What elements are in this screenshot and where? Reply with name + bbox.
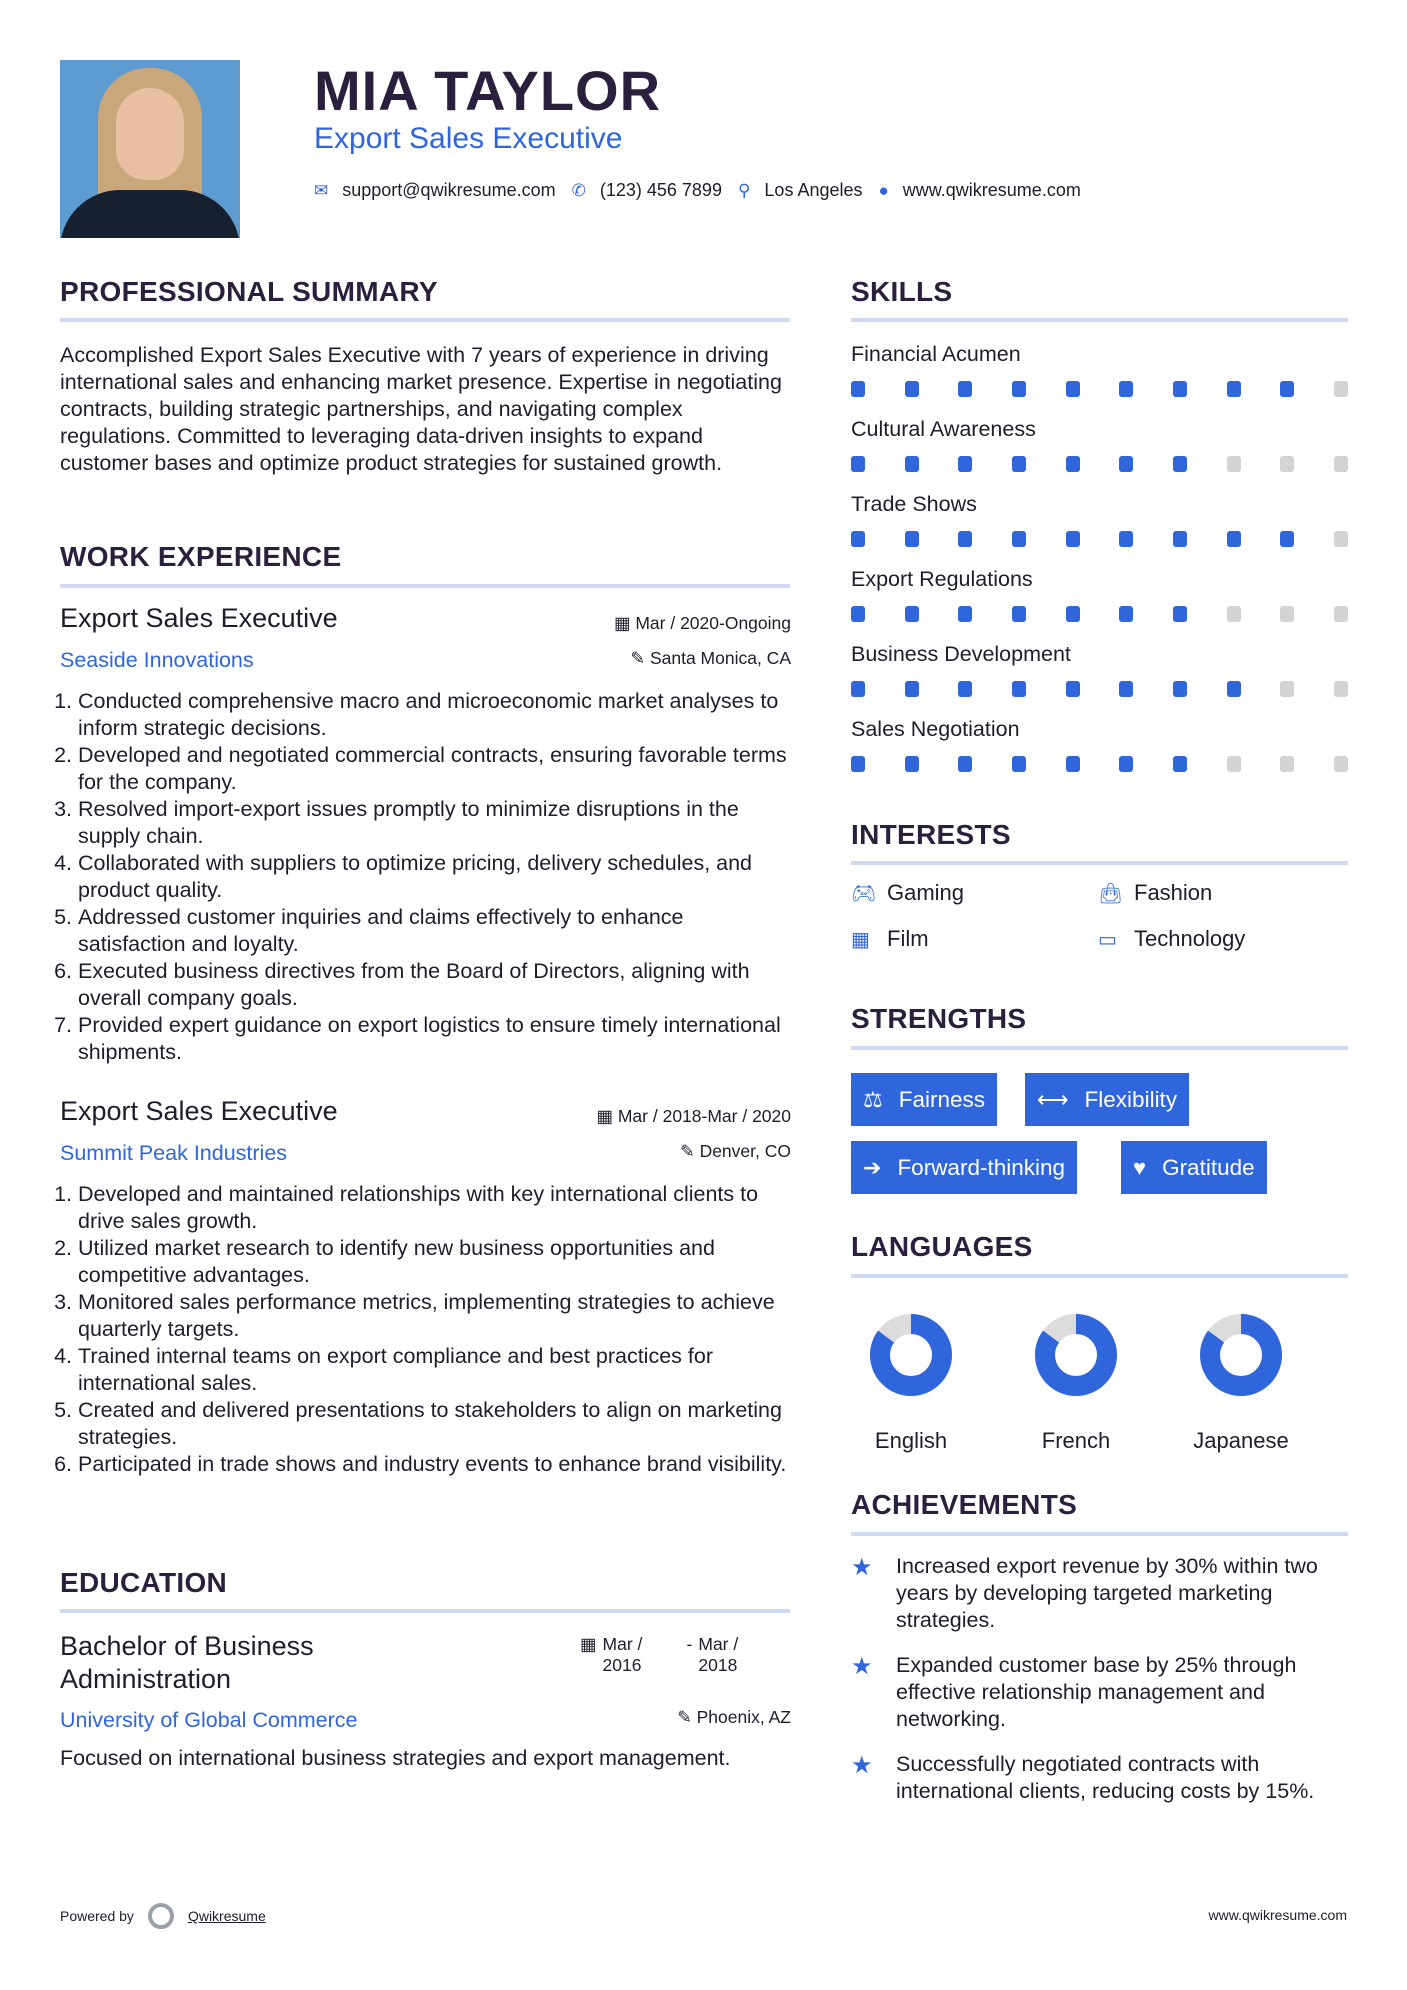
contact-text: (123) 456 7899 (599, 180, 722, 200)
rating-dot-filled (1119, 606, 1133, 622)
interest-item (1098, 926, 1245, 952)
language-name: French (1041, 1428, 1111, 1453)
skill-name: Export Regulations (851, 567, 1033, 591)
skill-name: Financial Acumen (851, 342, 1021, 366)
candidate-name: MIA TAYLOR (314, 59, 662, 122)
bullet-item: 4. Collaborated with suppliers to optimize pricing, delivery schedules, and product quality. (78, 850, 795, 904)
bullet-item: 2. Developed and negotiated commercial contracts, ensuring favorable terms for the company. (78, 742, 795, 796)
skills-heading: SKILLS (851, 276, 953, 307)
rating-dot-filled (851, 606, 865, 622)
skills-list (851, 342, 1348, 762)
rating-dot-filled (851, 681, 865, 697)
language-item (851, 1310, 971, 1454)
divider (851, 1046, 1348, 1050)
rating-dot-empty (1280, 681, 1294, 697)
star-icon: ★ (851, 1752, 873, 1779)
skill-name: Trade Shows (851, 492, 977, 516)
rating-dot-filled (1066, 456, 1080, 472)
pushpin-icon: ✎ (680, 1141, 700, 1161)
skill-rating (851, 531, 1348, 547)
language-donut (1196, 1310, 1286, 1400)
rating-dot-filled (958, 381, 972, 397)
school-name: University of Global Commerce (60, 1708, 358, 1732)
achievement-item (851, 1553, 1348, 1634)
experience-heading: WORK EXPERIENCE (60, 541, 342, 572)
gamepad-icon: 🎮︎ (851, 882, 877, 905)
education-description: Focused on international business strategies and export management. (60, 1746, 731, 1770)
rating-dot-empty (1334, 456, 1348, 472)
rating-dot-filled (1066, 606, 1080, 622)
strength-label: Flexibility (1084, 1086, 1178, 1112)
contact-item[interactable] (572, 180, 722, 201)
education-heading: EDUCATION (60, 1567, 228, 1598)
rating-dot-filled (1280, 531, 1294, 547)
rating-dot-filled (1012, 756, 1026, 772)
skill-item (851, 642, 1348, 697)
star-icon: ★ (851, 1653, 873, 1680)
skill-rating (851, 606, 1348, 622)
summary-text: Accomplished Export Sales Executive with 7 years of experience in driving international sales and enhancing market presence. Expertise in negotiating contracts, building strategic partnerships, and navigating complex regulations. Committed to leveraging data-driven insights to expand customer bases and optimize product strategies for sustained growth. (60, 343, 782, 475)
bullet-item: 3. Resolved import-export issues promptly to minimize disruptions in the supply chain. (78, 796, 795, 850)
rating-dot-empty (1227, 756, 1241, 772)
skill-item (851, 342, 1348, 397)
strength-label: Forward-thinking (897, 1154, 1066, 1180)
rating-dot-empty (1227, 606, 1241, 622)
achievement-item (851, 1652, 1348, 1733)
pushpin-icon: ✎ (677, 1707, 697, 1727)
rating-dot-filled (1173, 381, 1187, 397)
languages-heading: LANGUAGES (851, 1231, 1033, 1262)
job-location (500, 1141, 791, 1162)
rating-dot-filled (1227, 681, 1241, 697)
bullet-item: 4. Trained internal teams on export compliance and best practices for international sales. (78, 1343, 795, 1397)
rating-dot-filled (958, 606, 972, 622)
education-location (560, 1707, 791, 1728)
rating-dot-filled (1173, 681, 1187, 697)
star-icon: ★ (851, 1554, 873, 1581)
achievements-list (851, 1553, 1348, 1853)
rating-dot-filled (1066, 381, 1080, 397)
shopping-bag-icon: 👜︎ (1098, 882, 1124, 905)
skill-rating (851, 456, 1348, 472)
contact-list (314, 180, 1081, 201)
rating-dot-filled (958, 456, 972, 472)
bullet-item: 2. Utilized market research to identify new business opportunities and competitive advantages. (78, 1235, 795, 1289)
qwikresume-logo-icon (148, 1903, 174, 1929)
rating-dot-filled (1066, 681, 1080, 697)
contact-item[interactable] (738, 180, 863, 201)
calendar-icon: ▦ (596, 1106, 618, 1126)
job-bullets (60, 688, 795, 1066)
bullet-item: 1. Developed and maintained relationships with key international clients to drive sales growth. (78, 1181, 795, 1235)
profile-photo (60, 60, 240, 238)
rating-dot-filled (905, 381, 919, 397)
rating-dot-empty (1334, 531, 1348, 547)
languages-list (851, 1310, 1348, 1453)
location-text: Santa Monica, CA (649, 648, 791, 668)
laptop-icon: ▭ (1098, 928, 1117, 951)
rating-dot-filled (905, 681, 919, 697)
rating-dot-empty (1280, 756, 1294, 772)
education-end: Mar / 2018 (698, 1634, 739, 1675)
bullet-item: 5. Created and delivered presentations to stakeholders to align on marketing strategies. (78, 1397, 795, 1451)
rating-dot-filled (1066, 531, 1080, 547)
rating-dot-filled (1012, 531, 1026, 547)
rating-dot-filled (1119, 456, 1133, 472)
skill-name: Cultural Awareness (851, 417, 1036, 441)
language-name: Japanese (1193, 1428, 1289, 1453)
skill-rating (851, 381, 1348, 397)
contact-item[interactable] (314, 180, 556, 201)
divider (851, 1532, 1348, 1536)
job-title: Export Sales Executive (60, 1096, 338, 1126)
language-donut (866, 1310, 956, 1400)
contact-text: support@qwikresume.com (342, 180, 556, 200)
education-start: Mar / 2016 (602, 1634, 643, 1675)
interest-label: Technology (1134, 926, 1246, 951)
arrow-right-icon: ➔ (863, 1154, 882, 1180)
strength-label: Gratitude (1162, 1154, 1255, 1180)
achievement-item (851, 1751, 1348, 1805)
strength-label: Fairness (898, 1086, 986, 1112)
envelope-icon: ✉ (314, 180, 329, 200)
rating-dot-filled (1012, 381, 1026, 397)
date-separator: - (686, 1634, 693, 1654)
language-item (1016, 1310, 1136, 1454)
interests-list (851, 880, 1348, 980)
divider (60, 584, 790, 588)
divider (851, 318, 1348, 322)
rating-dot-filled (958, 531, 972, 547)
rating-dot-filled (905, 606, 919, 622)
rating-dot-empty (1334, 606, 1348, 622)
strength-badge (1025, 1073, 1189, 1126)
date-text: Mar / 2020-Ongoing (635, 613, 791, 633)
rating-dot-filled (1173, 606, 1187, 622)
skill-item (851, 717, 1348, 772)
calendar-icon: ▦ (580, 1634, 597, 1654)
job-location (500, 648, 791, 669)
skill-rating (851, 756, 1348, 772)
divider (60, 1609, 790, 1613)
rating-dot-filled (1066, 756, 1080, 772)
degree-title: Bachelor of Business Administration (60, 1631, 314, 1694)
language-donut (1031, 1310, 1121, 1400)
skill-item (851, 417, 1348, 472)
contact-item[interactable] (879, 180, 1081, 201)
divider (60, 318, 790, 322)
skill-item (851, 567, 1348, 622)
achievement-text: Successfully negotiated contracts with international clients, reducing costs by 15%. (896, 1752, 1315, 1803)
globe-icon: ● (878, 180, 889, 200)
strength-badge (1121, 1141, 1267, 1194)
rating-dot-filled (1119, 381, 1133, 397)
rating-dot-filled (1119, 756, 1133, 772)
rating-dot-filled (851, 756, 865, 772)
interest-label: Film (887, 926, 929, 951)
powered-by-text: Powered by (60, 1908, 134, 1924)
rating-dot-filled (958, 681, 972, 697)
rating-dot-filled (905, 456, 919, 472)
strengths-heading: STRENGTHS (851, 1003, 1027, 1034)
summary-heading: PROFESSIONAL SUMMARY (60, 276, 438, 307)
rating-dot-filled (1227, 531, 1241, 547)
rating-dot-filled (851, 456, 865, 472)
rating-dot-filled (1227, 381, 1241, 397)
rating-dot-empty (1334, 381, 1348, 397)
location-text: Denver, CO (699, 1141, 791, 1161)
strength-badge (851, 1141, 1077, 1194)
qwikresume-link[interactable]: Qwikresume (187, 1908, 266, 1924)
contact-text: www.qwikresume.com (902, 180, 1081, 200)
rating-dot-empty (1280, 606, 1294, 622)
rating-dot-filled (851, 381, 865, 397)
heart-icon: ♥ (1133, 1154, 1147, 1180)
strength-badge (851, 1073, 997, 1126)
achievement-text: Increased export revenue by 30% within two years by developing targeted marketing strategies. (896, 1554, 1318, 1632)
language-item (1181, 1310, 1301, 1454)
rating-dot-filled (851, 531, 865, 547)
phone-icon: ✆ (571, 180, 586, 200)
rating-dot-filled (1012, 456, 1026, 472)
bullet-item: 3. Monitored sales performance metrics, implementing strategies to achieve quarterly targets. (78, 1289, 795, 1343)
interest-item (1098, 880, 1212, 906)
bullet-item: 5. Addressed customer inquiries and claims effectively to enhance satisfaction and loyalty. (78, 904, 795, 958)
rating-dot-filled (1173, 756, 1187, 772)
bullet-item: 6. Executed business directives from the Board of Directors, aligning with overall company goals. (78, 958, 795, 1012)
arrows-horizontal-icon: ⟷ (1037, 1086, 1069, 1112)
location-text: Phoenix, AZ (696, 1707, 791, 1727)
rating-dot-empty (1280, 456, 1294, 472)
interest-item (851, 880, 964, 906)
language-name: English (874, 1428, 948, 1453)
interest-label: Fashion (1134, 880, 1213, 905)
rating-dot-filled (905, 756, 919, 772)
company-name: Summit Peak Industries (60, 1141, 288, 1165)
rating-dot-empty (1334, 756, 1348, 772)
bullet-item: 1. Conducted comprehensive macro and microeconomic market analyses to inform strategic decisions. (78, 688, 795, 742)
map-pin-icon: ⚲ (737, 180, 751, 200)
skill-rating (851, 681, 1348, 697)
job-title: Export Sales Executive (60, 603, 338, 633)
footer-brand (60, 1903, 266, 1929)
skill-item (851, 492, 1348, 547)
skill-name: Business Development (851, 642, 1071, 666)
footer-url: www.qwikresume.com (1208, 1907, 1347, 1923)
rating-dot-filled (1119, 531, 1133, 547)
bullet-item: 6. Participated in trade shows and industry events to enhance brand visibility. (78, 1451, 795, 1478)
contact-text: Los Angeles (764, 180, 863, 200)
rating-dot-filled (1119, 681, 1133, 697)
rating-dot-empty (1227, 456, 1241, 472)
rating-dot-filled (1280, 381, 1294, 397)
skill-name: Sales Negotiation (851, 717, 1020, 741)
rating-dot-filled (1173, 456, 1187, 472)
calendar-icon: ▦ (613, 613, 636, 633)
divider (851, 1274, 1348, 1278)
strengths-list (851, 1073, 1348, 1203)
rating-dot-filled (905, 531, 919, 547)
interest-label: Gaming (887, 880, 965, 905)
education-dates (580, 1634, 754, 1676)
candidate-role: Export Sales Executive (314, 122, 623, 155)
pushpin-icon: ✎ (630, 648, 650, 668)
rating-dot-filled (1012, 681, 1026, 697)
company-name: Seaside Innovations (60, 648, 254, 672)
divider (851, 861, 1348, 865)
rating-dot-filled (1173, 531, 1187, 547)
interests-heading: INTERESTS (851, 819, 1011, 850)
film-icon: ▦ (851, 928, 870, 951)
job-bullets (60, 1181, 795, 1478)
rating-dot-filled (958, 756, 972, 772)
bullet-item: 7. Provided expert guidance on export logistics to ensure timely international shipments. (78, 1012, 795, 1066)
job-date (500, 613, 791, 634)
rating-dot-empty (1334, 681, 1348, 697)
date-text: Mar / 2018-Mar / 2020 (617, 1106, 791, 1126)
interest-item (851, 926, 929, 952)
rating-dot-filled (1012, 606, 1026, 622)
achievement-text: Expanded customer base by 25% through effective relationship management and networking. (896, 1653, 1297, 1731)
job-date (500, 1106, 791, 1127)
balance-scale-icon: ⚖ (863, 1086, 883, 1112)
achievements-heading: ACHIEVEMENTS (851, 1489, 1078, 1520)
